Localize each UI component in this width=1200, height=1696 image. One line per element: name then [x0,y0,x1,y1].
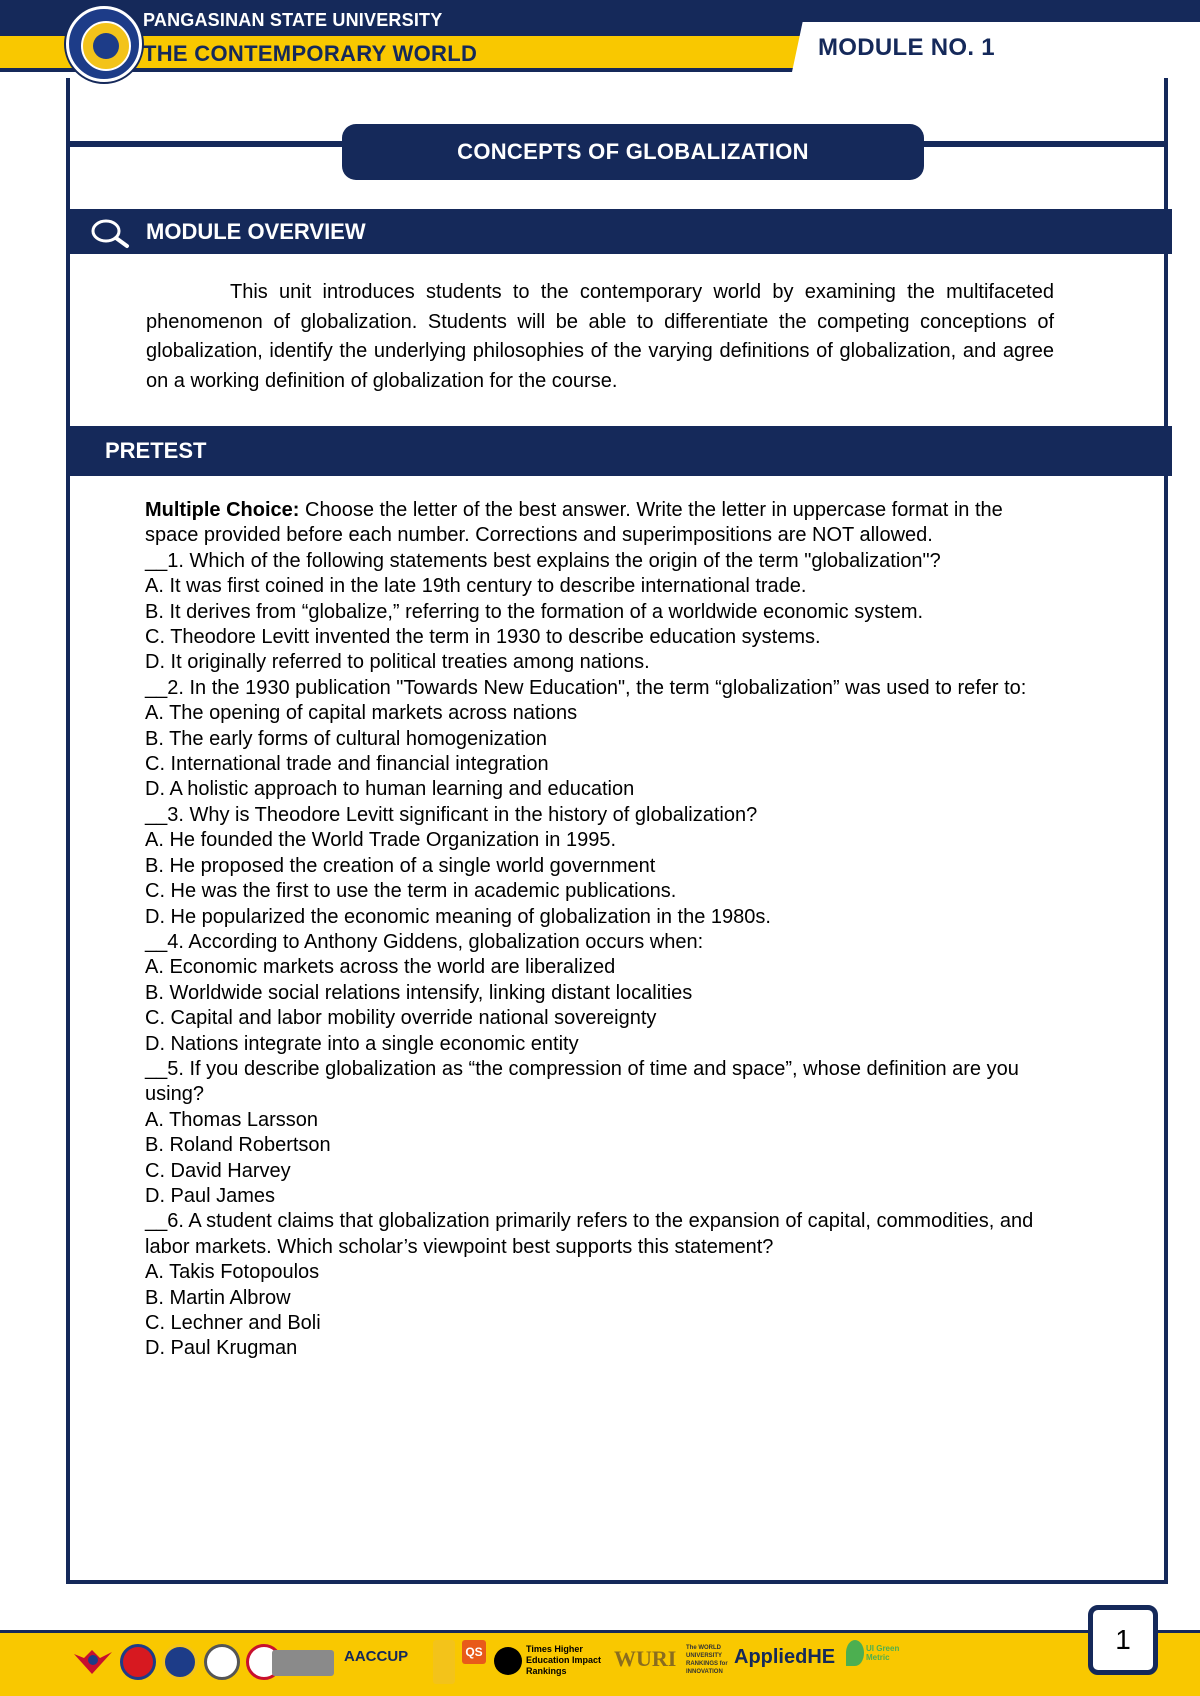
choice-line: A. He founded the World Trade Organization in 1995. [145,829,617,852]
question-line: __6. A student claims that globalization primarily refers to the expansion of capital, commodities, and labor markets. Which scholar’s viewpoint best supports this statement? [145,1210,1034,1258]
university-name: PANGASINAN STATE UNIVERSITY [143,10,443,30]
choice-line: D. A holistic approach to human learning and education [145,778,635,801]
iso-certification-badge-icon [272,1650,334,1676]
choice-line: A. Economic markets across the world are liberalized [145,956,616,979]
choice-line: A. Thomas Larsson [145,1108,319,1131]
choice-line: C. Theodore Levitt invented the term in 1930 to describe education systems. [145,626,821,649]
choice-line: C. International trade and financial integration [145,753,549,776]
module-number: MODULE NO. 1 [818,34,995,61]
choice-line: A. Takis Fotopoulos [145,1261,320,1284]
search-icon [90,217,130,249]
choice-line: D. It originally referred to political treaties among nations. [145,651,650,674]
question-line: __3. Why is Theodore Levitt significant in the history of globalization? [145,803,758,826]
module-overview-header [70,209,1172,254]
seal-logo-icon [162,1644,198,1680]
overview-text: This unit introduces students to the contemporary world by examining the multifaceted phenomenon of globalization. Students will be able to differentiate the competing conceptions of globalization, identify the underlying philosophies of the varying definitions of globalization, and agree on a working definition of globalization for the course. [146,281,1054,392]
wuri-logo: WURI [614,1646,677,1671]
overview-paragraph [146,278,1054,396]
choice-line: C. David Harvey [145,1159,291,1182]
choice-line: B. It derives from “globalize,” referring to the formation of a worldwide economic system. [145,600,924,623]
choice-line: C. Lechner and Boli [145,1312,321,1334]
university-seal-icon [66,6,142,82]
ui-greenmetric-logo: UI Green Metric [846,1640,900,1666]
page-number [1088,1605,1158,1675]
module-overview-heading: MODULE OVERVIEW [146,219,366,244]
qs-logo: QS [462,1640,486,1664]
instruction-text: Choose the letter of the best answer. Write the letter in uppercase format in the space provided before each number. Corrections and superimpositions are NOT allowed. [145,499,1003,547]
pretest-heading: PRETEST [105,438,207,463]
bagong-pilipinas-logo-icon [72,1644,114,1685]
course-title: THE CONTEMPORARY WORLD [143,41,478,66]
choice-line: B. The early forms of cultural homogenization [145,727,548,750]
choice-line: C. Capital and labor mobility override national sovereignty [145,1007,657,1030]
award-badge-icon [433,1640,455,1684]
appliedhe-logo: AppliedHE [734,1646,836,1668]
choice-line: B. He proposed the creation of a single world government [145,854,656,877]
asean-logo-icon [120,1644,156,1680]
page-number-text: 1 [1115,1624,1131,1655]
choice-line: D. Paul Krugman [145,1337,298,1360]
choice-line: C. He was the first to use the term in academic publications. [145,880,677,903]
choice-line: B. Worldwide social relations intensify, linking distant localities [145,981,693,1004]
choice-line: D. Nations integrate into a single economic entity [145,1032,579,1055]
pretest-header [70,426,1172,476]
instruction-label: Multiple Choice: [145,499,300,521]
question-line: __1. Which of the following statements best explains the origin of the term "globalization"? [145,549,941,572]
choice-line: B. Martin Albrow [145,1286,291,1309]
question-line: __2. In the 1930 publication "Towards New Education", the term “globalization” was used to refer to: [145,676,1027,699]
choice-line: D. Paul James [145,1184,276,1207]
world-university-rankings-innovation-logo: The WORLD UNIVERSITY RANKINGS for INNOVATION [686,1645,728,1675]
pretest-questions [145,498,1060,1362]
choice-line: D. He popularized the economic meaning of globalization in the 1980s. [145,905,771,928]
aaccup-logo: AACCUP [344,1648,409,1665]
choice-line: A. It was first coined in the late 19th century to describe international trade. [145,575,807,598]
choice-line: A. The opening of capital markets across nations [145,702,578,725]
the-impact-rankings-logo: Times Higher Education Impact Rankings [494,1644,604,1677]
question-line: __4. According to Anthony Giddens, globalization occurs when: [145,930,704,953]
pretest-instructions [145,498,1060,549]
choice-line: B. Roland Robertson [145,1134,331,1157]
government-seal-icon [204,1644,240,1680]
page-title: CONCEPTS OF GLOBALIZATION [342,124,924,180]
question-line: __5. If you describe globalization as “the compression of time and space”, whose definition are you using? [145,1057,1019,1106]
